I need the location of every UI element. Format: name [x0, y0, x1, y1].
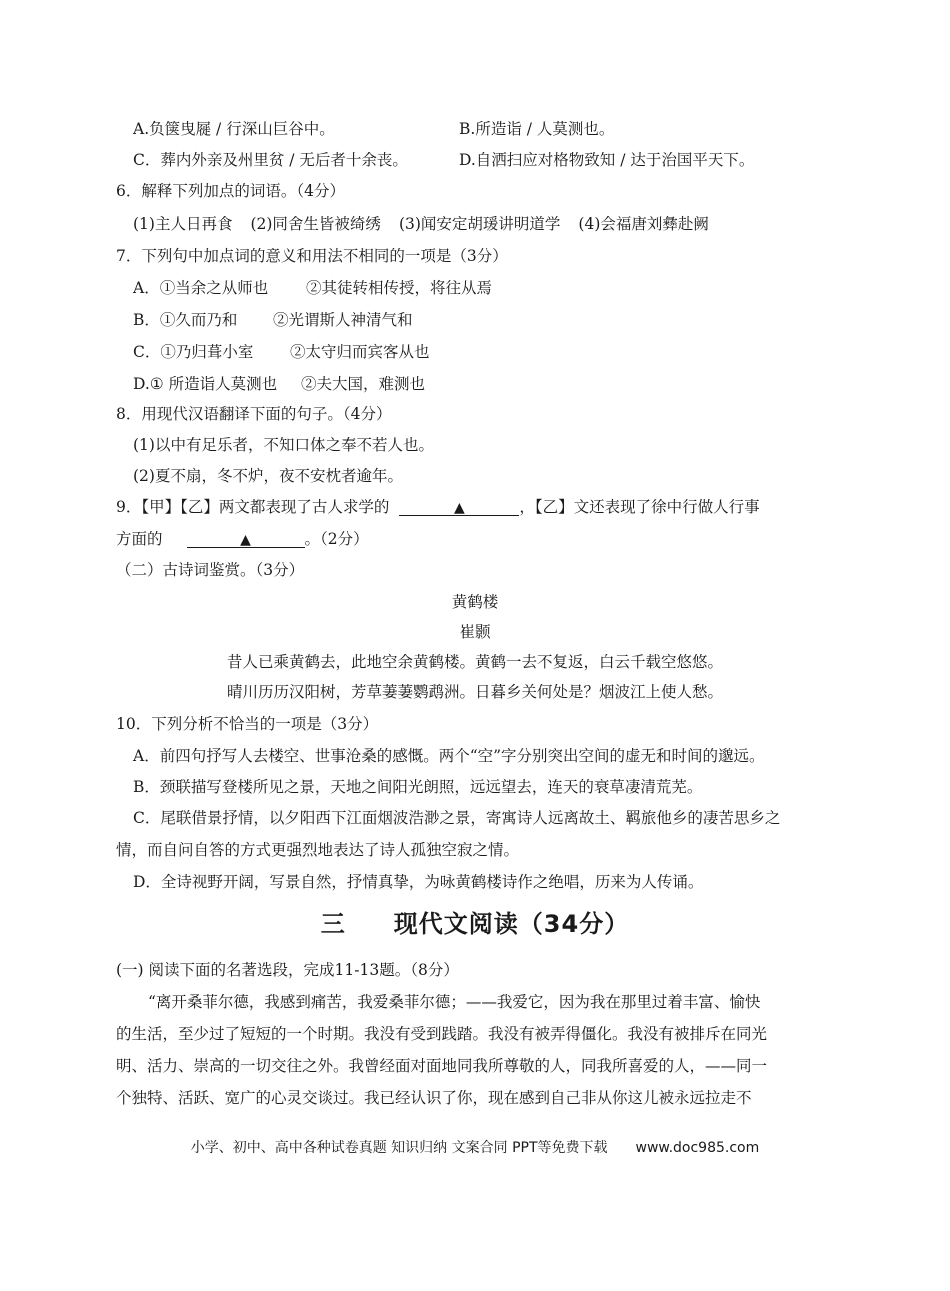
- q9-line-1: [116, 497, 760, 517]
- reading-intro: (一) 阅读下面的名著选段，完成11-13题。（8分）: [116, 961, 459, 979]
- q6-item-4: (4)会福唐刘彝赴阙: [578, 215, 709, 233]
- q6-prompt: 6．解释下列加点的词语。（4分）: [116, 182, 345, 200]
- q7-option-c-1: C．①乃归葺小室: [133, 343, 254, 361]
- poem-author: 崔颢: [459, 623, 491, 641]
- q7-option-d-2: ②夫大国，难测也: [301, 375, 426, 393]
- q7-option-d-1: D.① 所造诣人莫测也: [133, 375, 278, 393]
- q9-blank-1[interactable]: [399, 497, 519, 516]
- q6-item-1: (1)主人日再食: [133, 215, 233, 233]
- footer-text: 小学、初中、高中各种试卷真题 知识归纳 文案合同 PPT等免费下载: [190, 1140, 608, 1156]
- q9-blank-2[interactable]: [187, 529, 305, 548]
- q9-text-2: ，【乙】文还表现了徐中行做人行事: [519, 498, 760, 516]
- q7-prompt: 7．下列句中加点词的意义和用法不相同的一项是（3分）: [116, 247, 508, 265]
- q9-text-4: 。（2分）: [304, 530, 369, 548]
- section-heading: [0, 909, 950, 939]
- triangle-marker-icon: ▲: [453, 500, 465, 516]
- reading-paragraph-line-1: “离开桑菲尔德，我感到痛苦，我爱桑菲尔德；——我爱它，因为我在那里过着丰富、愉快: [148, 993, 761, 1011]
- q8-prompt: 8．用现代汉语翻译下面的句子。（4分）: [116, 405, 392, 423]
- q8-sentence-1: (1)以中有足乐者，不知口体之奉不若人也。: [133, 436, 434, 454]
- q10-option-d: D．全诗视野开阔，写景自然，抒情真挚，为咏黄鹤楼诗作之绝唱，历来为人传诵。: [133, 873, 704, 891]
- triangle-marker-icon: ▲: [240, 532, 251, 548]
- q5-option-a: A.负箧曳屣 / 行深山巨谷中。: [133, 120, 335, 138]
- q5-option-c: C．葬内外亲及州里贫 / 无后者十余丧。: [133, 151, 408, 169]
- q7-option-b-1: B．①久而乃和: [133, 311, 238, 329]
- poem-section-heading: （二）古诗词鉴赏。（3分）: [116, 561, 305, 579]
- q7-option-b-2: ②光谓斯人神清气和: [273, 311, 413, 329]
- page-footer: [0, 1139, 950, 1157]
- q10-prompt: 10．下列分析不恰当的一项是（3分）: [116, 715, 379, 733]
- q5-option-b: B.所造诣 / 人莫测也。: [459, 120, 615, 138]
- q9-text-3: 方面的: [116, 530, 163, 548]
- poem-title: 黄鹤楼: [451, 593, 499, 611]
- reading-paragraph-line-4: 个独特、活跃、宽广的心灵交谈过。我已经认识了你，现在感到自己非从你这儿被永远拉走不: [116, 1089, 752, 1107]
- reading-paragraph-line-2: 的生活，至少过了短短的一个时期。我没有受到践踏。我没有被弄得僵化。我没有被排斥在同光: [116, 1025, 768, 1043]
- poem-line-2: 晴川历历汉阳树，芳草萋萋鹦鹉洲。日暮乡关何处是？烟波江上使人愁。: [226, 683, 723, 701]
- q7-option-a-2: ②其徒转相传授，将往从焉: [306, 279, 493, 297]
- q7-option-c-2: ②太守归而宾客从也: [290, 343, 430, 361]
- q5-option-d: D.自洒扫应对格物致知 / 达于治国平天下。: [459, 151, 755, 169]
- section-title: 现代文阅读（34分）: [393, 910, 630, 938]
- q10-option-c-2: 情，而自问自答的方式更强烈地表达了诗人孤独空寂之情。: [116, 841, 520, 859]
- poem-line-1: 昔人已乘黄鹤去，此地空余黄鹤楼。黄鹤一去不复返，白云千载空悠悠。: [226, 653, 723, 671]
- q9-line-2: [116, 529, 369, 549]
- q10-option-c-1: C．尾联借景抒情，以夕阳西下江面烟波浩渺之景，寄寓诗人远离故土、羁旅他乡的凄苦思乡之: [133, 809, 781, 827]
- section-number: 三: [320, 910, 346, 938]
- q10-option-b: B．颈联描写登楼所见之景，天地之间阳光朗照，远远望去，连天的衰草凄清荒芜。: [133, 778, 703, 796]
- q7-option-a-1: A．①当余之从师也: [133, 279, 269, 297]
- q6-item-2: (2)同舍生皆被绮绣: [250, 215, 381, 233]
- q10-option-a: A．前四句抒写人去楼空、世事沧桑的感慨。两个“空”字分别突出空间的虚无和时间的邈远。: [133, 747, 765, 765]
- q9-text-1: 9．【甲】【乙】两文都表现了古人求学的: [116, 498, 390, 516]
- footer-site[interactable]: www.doc985.com: [635, 1140, 760, 1156]
- q6-item-3: (3)闻安定胡瑗讲明道学: [398, 215, 561, 233]
- q8-sentence-2: (2)夏不扇，冬不炉，夜不安枕者逾年。: [133, 467, 403, 485]
- reading-paragraph-line-3: 明、活力、崇高的一切交往之外。我曾经面对面地同我所尊敬的人，同我所喜爱的人，——同一: [116, 1057, 768, 1075]
- q6-items: [133, 214, 709, 234]
